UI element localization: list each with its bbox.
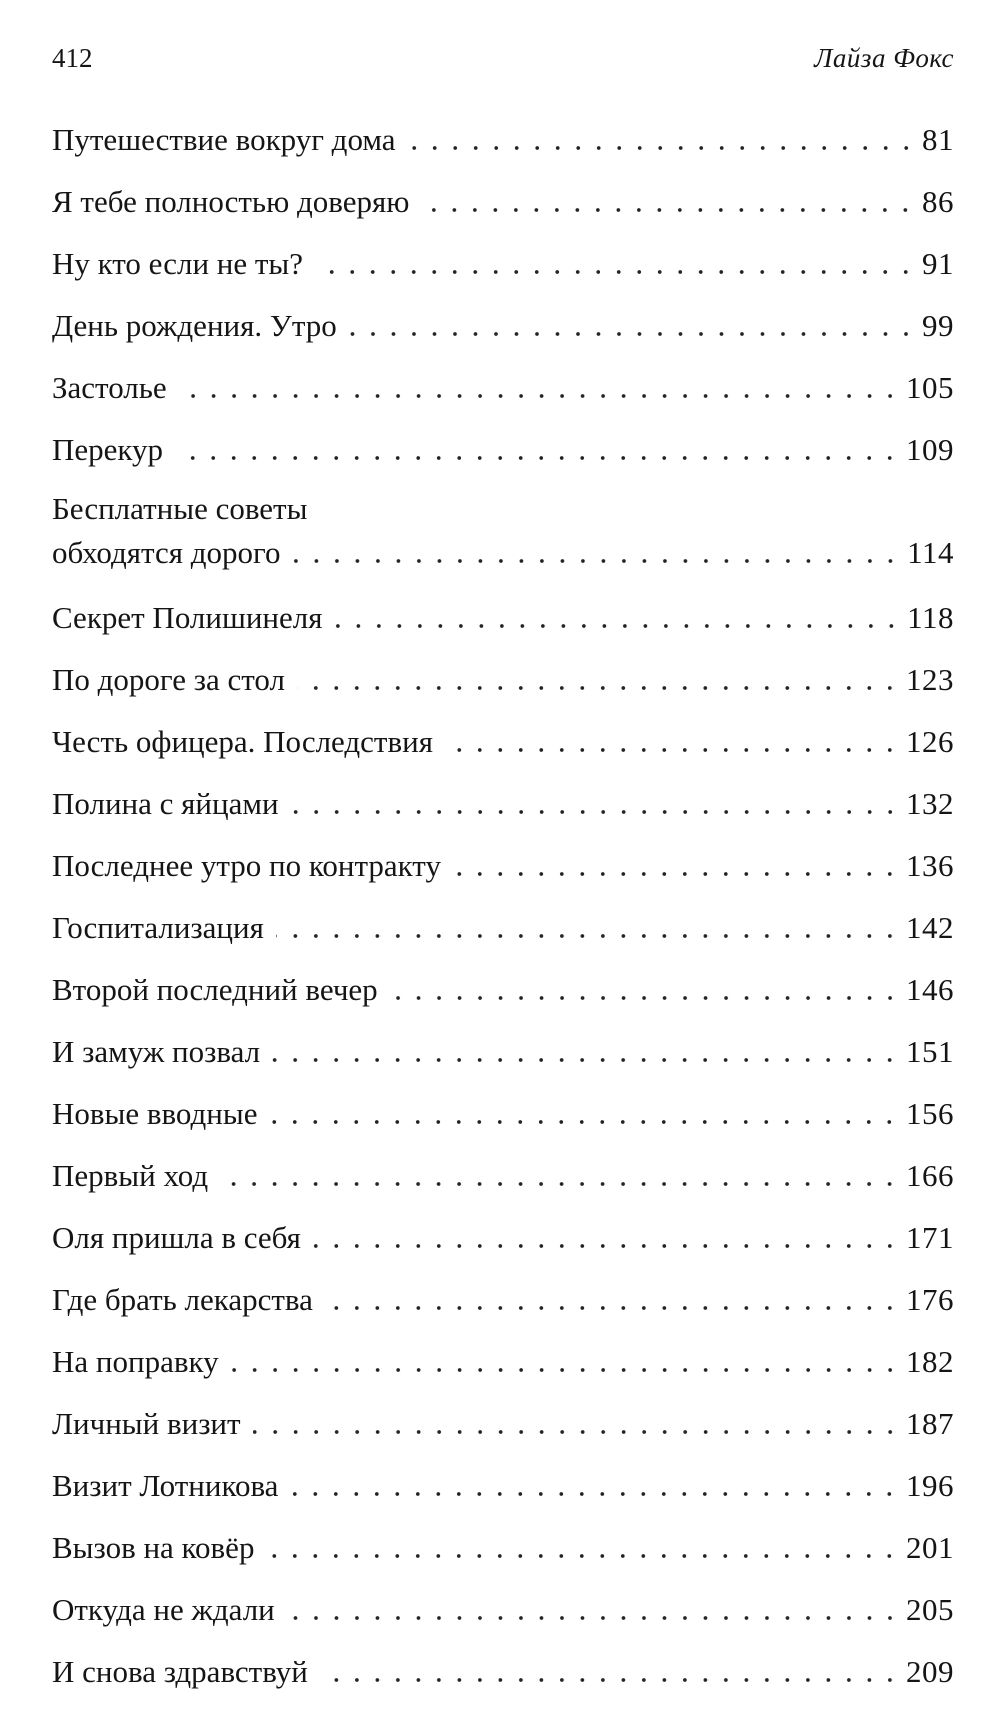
toc-title: Вызов на ковёр: [52, 1530, 255, 1565]
toc-entry-lines: [52, 959, 954, 1021]
toc-title: Госпитализация: [52, 910, 264, 945]
toc-title-line: [52, 1579, 954, 1641]
toc-entry-lines: [52, 1207, 954, 1269]
toc-entry-lines: [52, 1517, 954, 1579]
book-author: Лайза Фокс: [814, 43, 954, 73]
dot-leader: [175, 456, 900, 460]
toc-entry-body: [52, 1331, 954, 1393]
toc-entry: [52, 419, 954, 481]
toc-title: Путешествие вокруг дома: [52, 122, 396, 157]
dot-leader: [390, 996, 900, 1000]
toc-page-number: 187: [906, 1406, 954, 1441]
toc-title: На поправку: [52, 1344, 219, 1379]
toc-title-line: [52, 295, 954, 357]
toc-page-number: 114: [907, 535, 954, 570]
toc-entry-body: [52, 711, 954, 773]
toc-title: Оля пришла в себя: [52, 1220, 301, 1255]
toc-page-number: 109: [906, 432, 954, 467]
toc-entry-body: [52, 1517, 954, 1579]
dot-leader: [269, 1120, 900, 1124]
dot-leader: [297, 686, 900, 690]
toc-entry: [52, 109, 954, 171]
toc-title: Застолье: [52, 370, 167, 405]
toc-entry: [52, 295, 954, 357]
toc-page-number: 99: [922, 308, 954, 343]
toc-title: Перекур: [52, 432, 164, 467]
toc-title-line: [52, 959, 954, 1021]
toc-entry: [52, 1579, 954, 1641]
toc-title: Последнее утро по контракту: [52, 848, 441, 883]
toc-title-line: [52, 1207, 954, 1269]
toc-entry-lines: [52, 1269, 954, 1331]
toc-title-line: [52, 711, 954, 773]
toc-entry-lines: [52, 773, 954, 835]
toc-page-number: 126: [906, 724, 954, 759]
toc-page-number: 182: [906, 1344, 954, 1379]
toc-title-line: [52, 649, 954, 711]
toc-title-line: [52, 897, 954, 959]
toc-entry-lines: [52, 1455, 954, 1517]
dot-leader: [292, 559, 901, 563]
toc-title-line: [52, 1641, 954, 1703]
toc-title: Секрет Полишинеля: [52, 600, 323, 635]
toc-entry-body: [52, 773, 954, 835]
dot-leader: [290, 1492, 900, 1496]
toc-page-number: 171: [906, 1220, 954, 1255]
dot-leader: [179, 394, 900, 398]
toc-title: Визит Лотникова: [52, 1468, 279, 1503]
toc-page-number: 146: [906, 972, 954, 1007]
dot-leader: [408, 146, 916, 150]
toc-title-line: [52, 531, 954, 575]
toc-page-number: 123: [906, 662, 954, 697]
dot-leader: [313, 1244, 900, 1248]
toc-entry-lines: [52, 835, 954, 897]
toc-entry-body: [52, 1145, 954, 1207]
toc-entry-body: [52, 1207, 954, 1269]
toc-entry-body: [52, 1021, 954, 1083]
toc-entry: [52, 897, 954, 959]
toc-title: По дороге за стол: [52, 662, 285, 697]
toc-entry: [52, 1331, 954, 1393]
toc-title-line: [52, 1083, 954, 1145]
toc-entry-lines: [52, 487, 954, 575]
toc-entry: [52, 1207, 954, 1269]
toc-title-line: [52, 773, 954, 835]
toc-entry-body: [52, 1269, 954, 1331]
toc-title: Откуда не ждали: [52, 1592, 275, 1627]
toc-entry-body: [52, 897, 954, 959]
toc-entry-lines: [52, 419, 954, 481]
toc-entry-lines: [52, 711, 954, 773]
toc-entry: [52, 1393, 954, 1455]
toc-entry-body: [52, 171, 954, 233]
toc-title: И снова здравствуй: [52, 1654, 308, 1689]
toc-page-number: 136: [906, 848, 954, 883]
toc-title-line: [52, 1145, 954, 1207]
toc-page-number: 156: [906, 1096, 954, 1131]
toc-title: Личный визит: [52, 1406, 241, 1441]
toc-title-line: [52, 1021, 954, 1083]
toc-entry-body: [52, 357, 954, 419]
page-number: 412: [52, 43, 93, 73]
toc-entry-lines: [52, 1331, 954, 1393]
toc-page-number: 196: [906, 1468, 954, 1503]
toc-entry-body: [52, 1641, 954, 1703]
dot-leader: [320, 1678, 900, 1682]
toc-entry-lines: [52, 587, 954, 649]
toc-page-number: 176: [906, 1282, 954, 1317]
dot-leader: [266, 1554, 900, 1558]
toc-page-number: 91: [922, 246, 954, 281]
toc-entry: [52, 649, 954, 711]
toc-entry-body: [52, 295, 954, 357]
toc-title-line: [52, 233, 954, 295]
toc-entry-lines: [52, 171, 954, 233]
toc-title: День рождения. Утро: [52, 308, 337, 343]
toc-title-line: [52, 487, 954, 531]
toc-entry-body: [52, 233, 954, 295]
dot-leader: [315, 270, 916, 274]
toc-entry: [52, 1641, 954, 1703]
toc-page-number: 151: [906, 1034, 954, 1069]
dot-leader: [253, 1430, 900, 1434]
toc-entry: [52, 357, 954, 419]
toc-entry-lines: [52, 1641, 954, 1703]
toc-title: обходятся дорого: [52, 535, 281, 570]
dot-leader: [276, 934, 900, 938]
toc-title: Ну кто если не ты?: [52, 246, 304, 281]
toc-page-number: 105: [906, 370, 954, 405]
toc-title: Честь офицера. Последствия: [52, 724, 433, 759]
toc-entry-body: [52, 481, 954, 575]
dot-leader: [421, 208, 916, 212]
dot-leader: [349, 332, 916, 336]
toc-title: Бесплатные советы: [52, 491, 308, 526]
toc-entry-body: [52, 109, 954, 171]
toc-page-number: 166: [906, 1158, 954, 1193]
running-header: [52, 36, 954, 80]
toc-title-line: [52, 109, 954, 171]
dot-leader: [453, 872, 900, 876]
toc-entry: [52, 1021, 954, 1083]
toc-entry-body: [52, 835, 954, 897]
toc-page-number: 142: [906, 910, 954, 945]
toc-title-line: [52, 1269, 954, 1331]
toc-entry: [52, 1145, 954, 1207]
toc-entry-body: [52, 419, 954, 481]
dot-leader: [287, 1616, 900, 1620]
toc-title: Второй последний вечер: [52, 972, 378, 1007]
toc-title-line: [52, 835, 954, 897]
toc-entry: [52, 1083, 954, 1145]
toc-entry-lines: [52, 1145, 954, 1207]
toc-title-line: [52, 419, 954, 481]
toc-page-number: 209: [906, 1654, 954, 1689]
dot-leader: [325, 1306, 900, 1310]
toc-entry-body: [52, 1393, 954, 1455]
toc-title: И замуж позвал: [52, 1034, 261, 1069]
toc-title-line: [52, 171, 954, 233]
toc-title: Новые вводные: [52, 1096, 258, 1131]
toc-entry: [52, 171, 954, 233]
toc-title-line: [52, 1331, 954, 1393]
toc-entry: [52, 1517, 954, 1579]
toc-entry-body: [52, 959, 954, 1021]
toc-page-number: 132: [906, 786, 954, 821]
toc-entry: [52, 711, 954, 773]
toc-entry: [52, 1455, 954, 1517]
toc-entry-lines: [52, 649, 954, 711]
toc-page-number: 81: [922, 122, 954, 157]
dot-leader: [291, 810, 900, 814]
toc-entry-body: [52, 587, 954, 649]
toc-entry-lines: [52, 233, 954, 295]
toc-entry-lines: [52, 897, 954, 959]
toc-title-line: [52, 357, 954, 419]
toc-entry-lines: [52, 1393, 954, 1455]
toc-title: Первый ход: [52, 1158, 209, 1193]
toc-entry-body: [52, 1455, 954, 1517]
toc-title-line: [52, 1517, 954, 1579]
toc-entry: [52, 233, 954, 295]
toc-entry: [52, 587, 954, 649]
toc-page-number: 205: [906, 1592, 954, 1627]
toc-entry-lines: [52, 295, 954, 357]
toc-title: Где брать лекарства: [52, 1282, 313, 1317]
toc-entry-body: [52, 649, 954, 711]
toc-entry-lines: [52, 1083, 954, 1145]
dot-leader: [445, 748, 900, 752]
toc-page-number: 118: [907, 600, 954, 635]
toc-title-line: [52, 587, 954, 649]
toc-title-line: [52, 1455, 954, 1517]
dot-leader: [220, 1182, 900, 1186]
toc-entry-lines: [52, 357, 954, 419]
toc-entry-lines: [52, 109, 954, 171]
table-of-contents: [52, 109, 954, 1703]
toc-entry: [52, 835, 954, 897]
dot-leader: [335, 624, 902, 628]
toc-entry: [52, 481, 954, 587]
toc-entry: [52, 1269, 954, 1331]
toc-page-number: 201: [906, 1530, 954, 1565]
toc-title: Полина с яйцами: [52, 786, 279, 821]
toc-entry: [52, 773, 954, 835]
dot-leader: [272, 1058, 900, 1062]
dot-leader: [231, 1368, 900, 1372]
toc-title-line: [52, 1393, 954, 1455]
toc-entry: [52, 959, 954, 1021]
toc-entry-lines: [52, 1021, 954, 1083]
toc-title: Я тебе полностью доверяю: [52, 184, 410, 219]
toc-entry-lines: [52, 1579, 954, 1641]
toc-entry-body: [52, 1579, 954, 1641]
toc-page-number: 86: [922, 184, 954, 219]
toc-entry-body: [52, 1083, 954, 1145]
